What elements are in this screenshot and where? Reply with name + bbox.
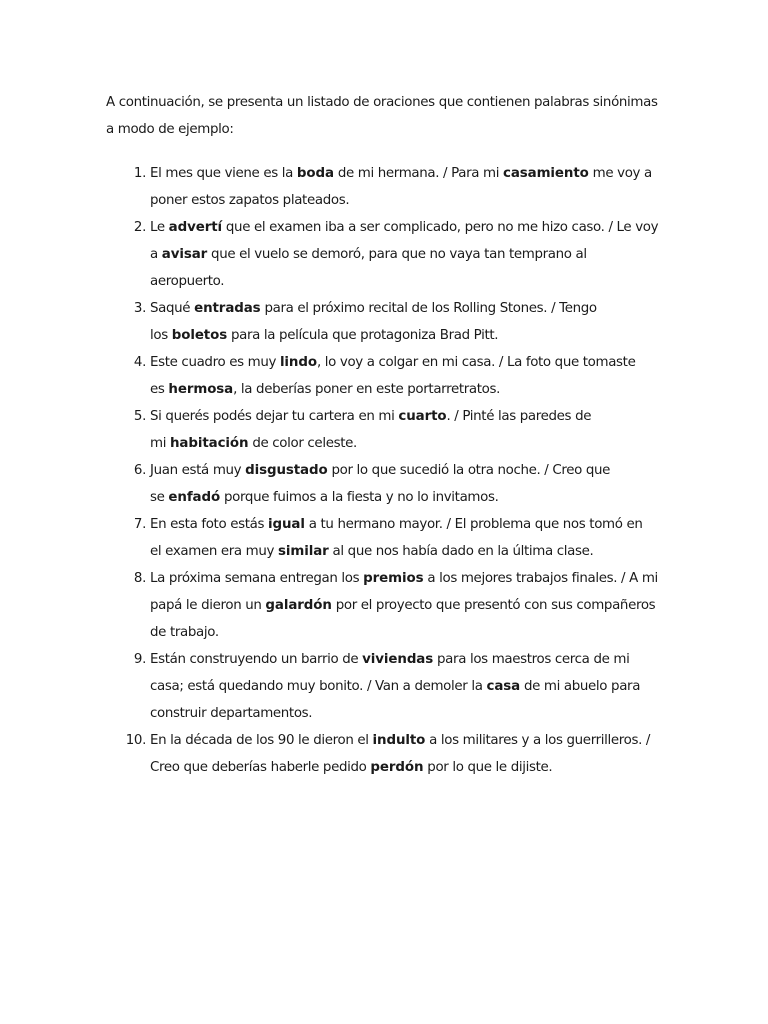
intro-line: A continuación, se presenta un listado de oraciones que contienen palabras sinónimas xyxy=(106,95,658,110)
list-item xyxy=(106,511,686,565)
synonym-word: casa xyxy=(486,679,521,694)
item-number: 8. xyxy=(133,571,146,586)
synonym-word: cuarto xyxy=(398,409,447,424)
item-number: 6. xyxy=(133,463,146,478)
synonym-word: hermosa xyxy=(168,382,234,397)
item-line: poner estos zapatos plateados. xyxy=(150,193,350,208)
list-item xyxy=(106,403,686,457)
item-number: 7. xyxy=(133,517,146,532)
list-item xyxy=(106,160,686,214)
synonym-word: igual xyxy=(268,517,305,532)
item-number: 1. xyxy=(133,166,146,181)
item-line: Le advertí que el examen iba a ser complicado, pero no me hizo caso. / Le voy xyxy=(150,220,659,235)
synonym-examples-list xyxy=(106,160,686,781)
item-line: Creo que deberías haberle pedido perdón por lo que le dijiste. xyxy=(150,760,553,775)
item-line: Juan está muy disgustado por lo que sucedió la otra noche. / Creo que xyxy=(150,463,611,478)
synonym-word: galardón xyxy=(265,598,332,613)
list-item xyxy=(106,646,686,727)
synonym-word: premios xyxy=(363,571,424,586)
synonym-word: boda xyxy=(296,166,334,181)
synonym-word: perdón xyxy=(370,760,424,775)
synonym-word: casamiento xyxy=(502,166,589,181)
item-line: se enfadó porque fuimos a la fiesta y no lo invitamos. xyxy=(150,490,499,505)
item-line: mi habitación de color celeste. xyxy=(150,436,357,451)
item-number: 4. xyxy=(133,355,146,370)
list-item xyxy=(106,349,686,403)
synonym-word: disgustado xyxy=(245,463,328,478)
list-item xyxy=(106,214,686,295)
item-number: 9. xyxy=(133,652,146,667)
intro-paragraph xyxy=(106,89,686,143)
item-line: a avisar que el vuelo se demoró, para que no vaya tan temprano al xyxy=(150,247,587,262)
item-line: Están construyendo un barrio de viviendas para los maestros cerca de mi xyxy=(150,652,630,667)
item-number: 2. xyxy=(133,220,146,235)
synonym-word: lindo xyxy=(279,355,317,370)
list-item xyxy=(106,727,686,781)
item-line: casa; está quedando muy bonito. / Van a demoler la casa de mi abuelo para xyxy=(150,679,641,694)
synonym-word: entradas xyxy=(194,301,261,316)
item-line: aeropuerto. xyxy=(150,274,225,289)
list-item xyxy=(106,565,686,646)
item-line: de trabajo. xyxy=(150,625,219,640)
synonym-word: similar xyxy=(278,544,329,559)
item-line: El mes que viene es la boda de mi hermana. / Para mi casamiento me voy a xyxy=(150,166,652,181)
item-line: construir departamentos. xyxy=(150,706,313,721)
item-number: 3. xyxy=(133,301,146,316)
item-line: En esta foto estás igual a tu hermano mayor. / El problema que nos tomó en xyxy=(150,517,643,532)
intro-line: a modo de ejemplo: xyxy=(106,122,234,137)
list-item xyxy=(106,457,686,511)
synonym-word: advertí xyxy=(168,220,222,235)
item-line: Saqué entradas para el próximo recital de los Rolling Stones. / Tengo xyxy=(150,301,597,316)
item-line: el examen era muy similar al que nos había dado en la última clase. xyxy=(150,544,594,559)
item-line: La próxima semana entregan los premios a los mejores trabajos finales. / A mi xyxy=(150,571,658,586)
synonym-word: avisar xyxy=(161,247,208,262)
synonym-word: habitación xyxy=(169,436,249,451)
item-line: es hermosa, la deberías poner en este portarretratos. xyxy=(150,382,501,397)
item-number: 5. xyxy=(133,409,146,424)
item-line: papá le dieron un galardón por el proyecto que presentó con sus compañeros xyxy=(150,598,656,613)
item-line: los boletos para la película que protagoniza Brad Pitt. xyxy=(150,328,499,343)
item-line: En la década de los 90 le dieron el indulto a los militares y a los guerrilleros. / xyxy=(150,733,651,748)
item-line: Este cuadro es muy lindo, lo voy a colgar en mi casa. / La foto que tomaste xyxy=(150,355,636,370)
item-line: Si querés podés dejar tu cartera en mi cuarto. / Pinté las paredes de xyxy=(150,409,592,424)
synonym-word: indulto xyxy=(372,733,426,748)
synonym-word: viviendas xyxy=(362,652,434,667)
synonym-word: boletos xyxy=(171,328,228,343)
synonym-word: enfadó xyxy=(168,490,221,505)
list-item xyxy=(106,295,686,349)
item-number: 10. xyxy=(125,733,146,748)
